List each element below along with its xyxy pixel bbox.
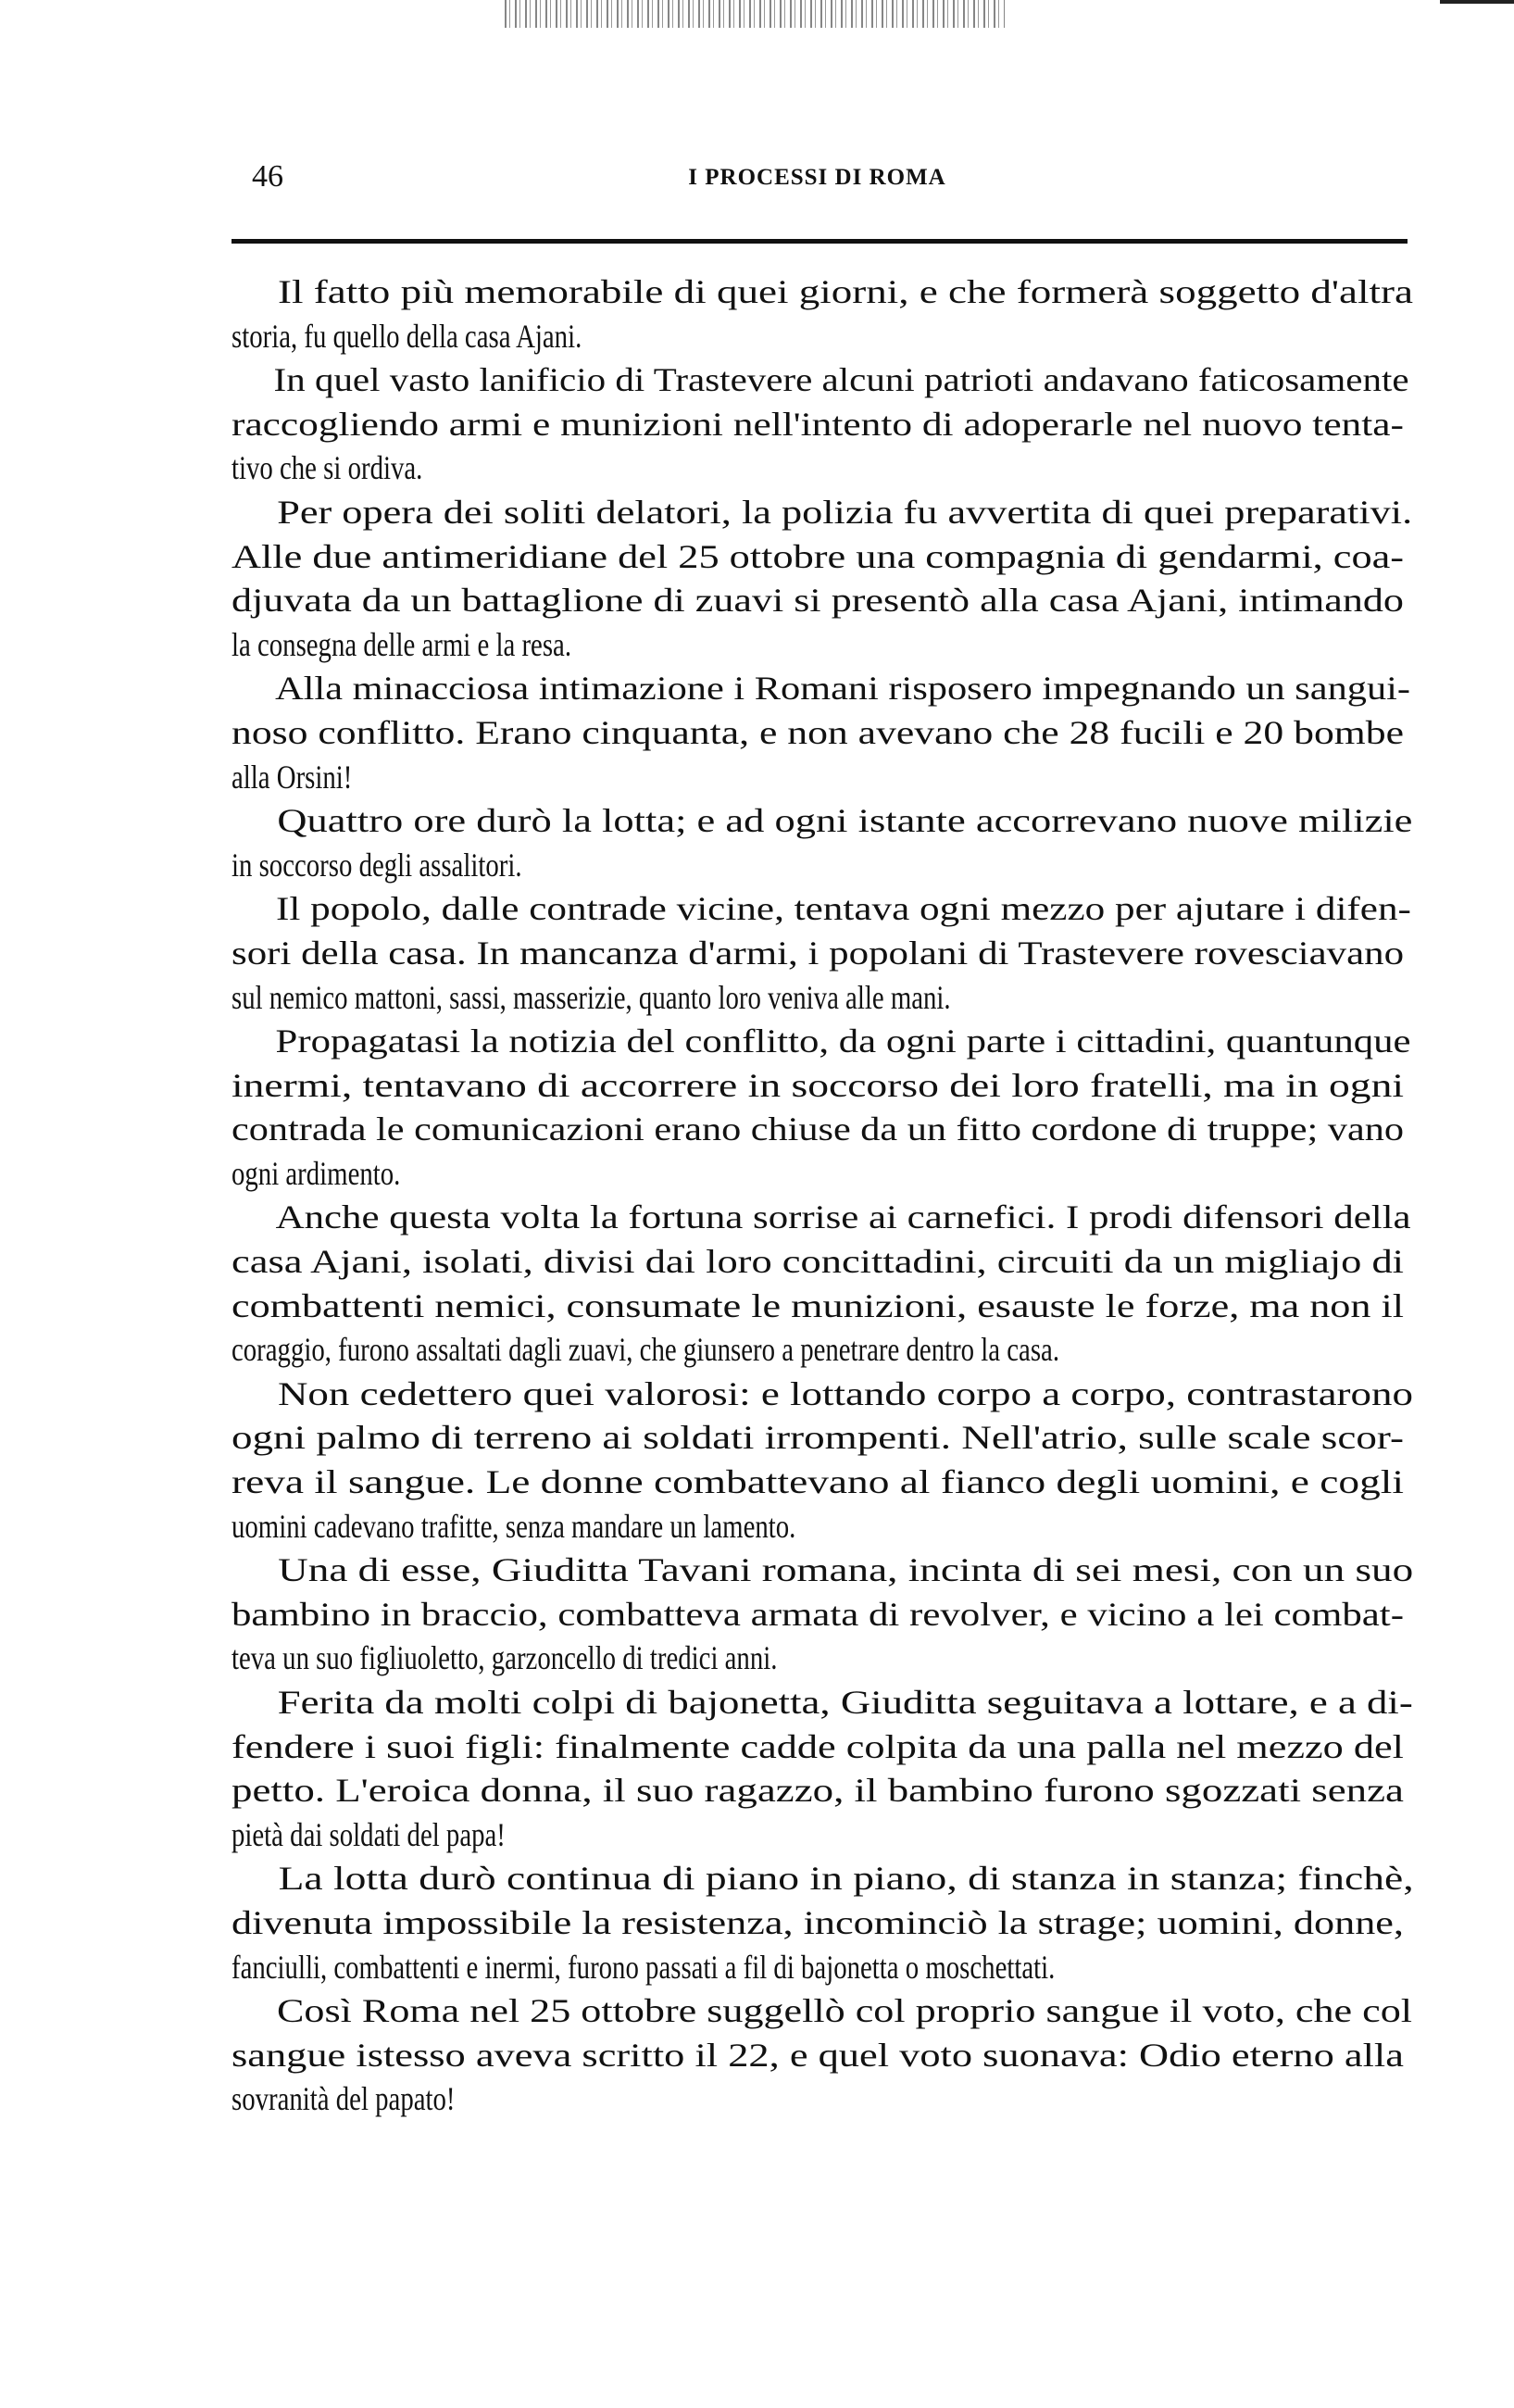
text-line: bambino in braccio, combatteva armata di revolver, e vicino a lei combat- [231, 1595, 1404, 1633]
paragraph [231, 667, 1411, 799]
text-line: Alla minacciosa intimazione i Romani risposero impegnando un sangui- [275, 670, 1411, 708]
text-line: in soccorso degli assalitori. [231, 846, 522, 884]
paragraph [231, 358, 1409, 491]
paragraph [231, 1020, 1411, 1196]
paragraph [231, 1857, 1414, 1989]
page-header [231, 159, 1403, 202]
text-line: Non cedettero quei valorosi: e lottando corpo a corpo, contrastarono [277, 1374, 1413, 1412]
text-line: Una di esse, Giuditta Tavani romana, incinta di sei mesi, con un suo [278, 1551, 1414, 1589]
paragraph [231, 270, 1414, 358]
text-line: Il fatto più memorabile di quei giorni, e che formerà soggetto d'altra [278, 273, 1414, 310]
text-line: sul nemico mattoni, sassi, masserizie, quanto loro veniva alle mani. [231, 978, 951, 1016]
text-line: Propagatasi la notizia del conflitto, da ogni parte i cittadini, quantunque [275, 1022, 1411, 1060]
text-line: contrada le comunicazioni erano chiuse da un fitto cordone di truppe; vano [231, 1110, 1404, 1148]
text-line: reva il sangue. Le donne combattevano al fianco degli uomini, e cogli [231, 1463, 1404, 1501]
text-line: Quattro ore durò la lotta; e ad ogni istante accorrevano nuove milizie [277, 802, 1413, 840]
text-line: Il popolo, dalle contrade vicine, tentava ogni mezzo per ajutare i difen- [275, 890, 1411, 928]
text-line: ogni palmo di terreno ai soldati irrompenti. Nell'atrio, sulle scale scor- [231, 1419, 1404, 1457]
text-line: fanciulli, combattenti e inermi, furono passati a fil di bajonetta o moschettati. [231, 1948, 1056, 1986]
text-line: sangue istesso aveva scritto il 22, e quel voto suonava: Odio eterno alla [231, 2036, 1404, 2074]
text-line: sovranità del papato! [231, 2080, 456, 2118]
text-line: djuvata da un battaglione di zuavi si presentò alla casa Ajani, intimando [231, 582, 1404, 620]
text-line: pietà dai soldati del papa! [231, 1815, 506, 1853]
scan-noise [505, 0, 1005, 28]
text-line: raccogliendo armi e munizioni nell'intento di adoperarle nel nuovo tenta- [231, 405, 1404, 443]
text-line: storia, fu quello della casa Ajani. [231, 317, 582, 355]
text-line: Ferita da molti colpi di bajonetta, Giuditta seguitava a lottare, e a di- [277, 1684, 1413, 1721]
scan-noise [1440, 0, 1514, 4]
text-line: Così Roma nel 25 ottobre suggellò col proprio sangue il voto, che col [277, 1992, 1413, 2030]
text-line: uomini cadevano trafitte, senza mandare un lamento. [231, 1507, 796, 1545]
text-line: divenuta impossibile la resistenza, incominciò la strage; uomini, donne, [231, 1903, 1404, 1941]
paragraph [231, 1681, 1413, 1857]
paragraph [231, 491, 1413, 667]
text-line: alla Orsini! [231, 758, 353, 796]
text-line: inermi, tentavano di accorrere in soccorso dei loro fratelli, ma in ogni [231, 1066, 1405, 1104]
text-line: sori della casa. In mancanza d'armi, i popolani di Trastevere rovesciavano [231, 934, 1405, 972]
text-line: Anche questa volta la fortuna sorrise ai carnefici. I prodi difensori della [275, 1198, 1411, 1236]
text-line: combattenti nemici, consumate le munizioni, esauste le forze, ma non il [231, 1286, 1404, 1324]
text-line: tivo che si ordiva. [231, 449, 423, 487]
text-line: Per opera dei soliti delatori, la polizia fu avvertita di quei preparativi. [277, 493, 1413, 531]
text-line: fendere i suoi figli: finalmente cadde colpita da una palla nel mezzo del [231, 1727, 1404, 1765]
paragraph [231, 1196, 1411, 1372]
text-line: Alle due antimeridiane del 25 ottobre una compagnia di gendarmi, coa- [231, 537, 1405, 575]
text-line: petto. L'eroica donna, il suo ragazzo, il bambino furono sgozzati senza [231, 1772, 1404, 1810]
text-line: teva un suo figliuoletto, garzoncello di tredici anni. [231, 1639, 778, 1677]
header-rule [231, 239, 1408, 244]
text-line: La lotta durò continua di piano in piano, di stanza in stanza; finchè, [278, 1860, 1414, 1898]
text-line: noso conflitto. Erano cinquanta, e non avevano che 28 fucili e 20 bombe [231, 713, 1404, 751]
body-text [231, 270, 1414, 2122]
paragraph [231, 887, 1411, 1020]
text-line: casa Ajani, isolati, divisi dai loro concittadini, circuiti da un migliajo di [231, 1243, 1405, 1281]
text-line: ogni ardimento. [231, 1154, 401, 1192]
text-line: coraggio, furono assaltati dagli zuavi, che giunsero a penetrare dentro la casa. [231, 1331, 1060, 1369]
paragraph [231, 799, 1413, 887]
text-line: In quel vasto lanificio di Trastevere alcuni patrioti andavano faticosamente [273, 361, 1409, 399]
paragraph [231, 1549, 1414, 1681]
paragraph [231, 1373, 1413, 1549]
paragraph [231, 1989, 1413, 2122]
text-line: la consegna delle armi e la resa. [231, 625, 572, 663]
page-number: 46 [252, 159, 283, 194]
running-title: I PROCESSI DI ROMA [688, 165, 946, 190]
